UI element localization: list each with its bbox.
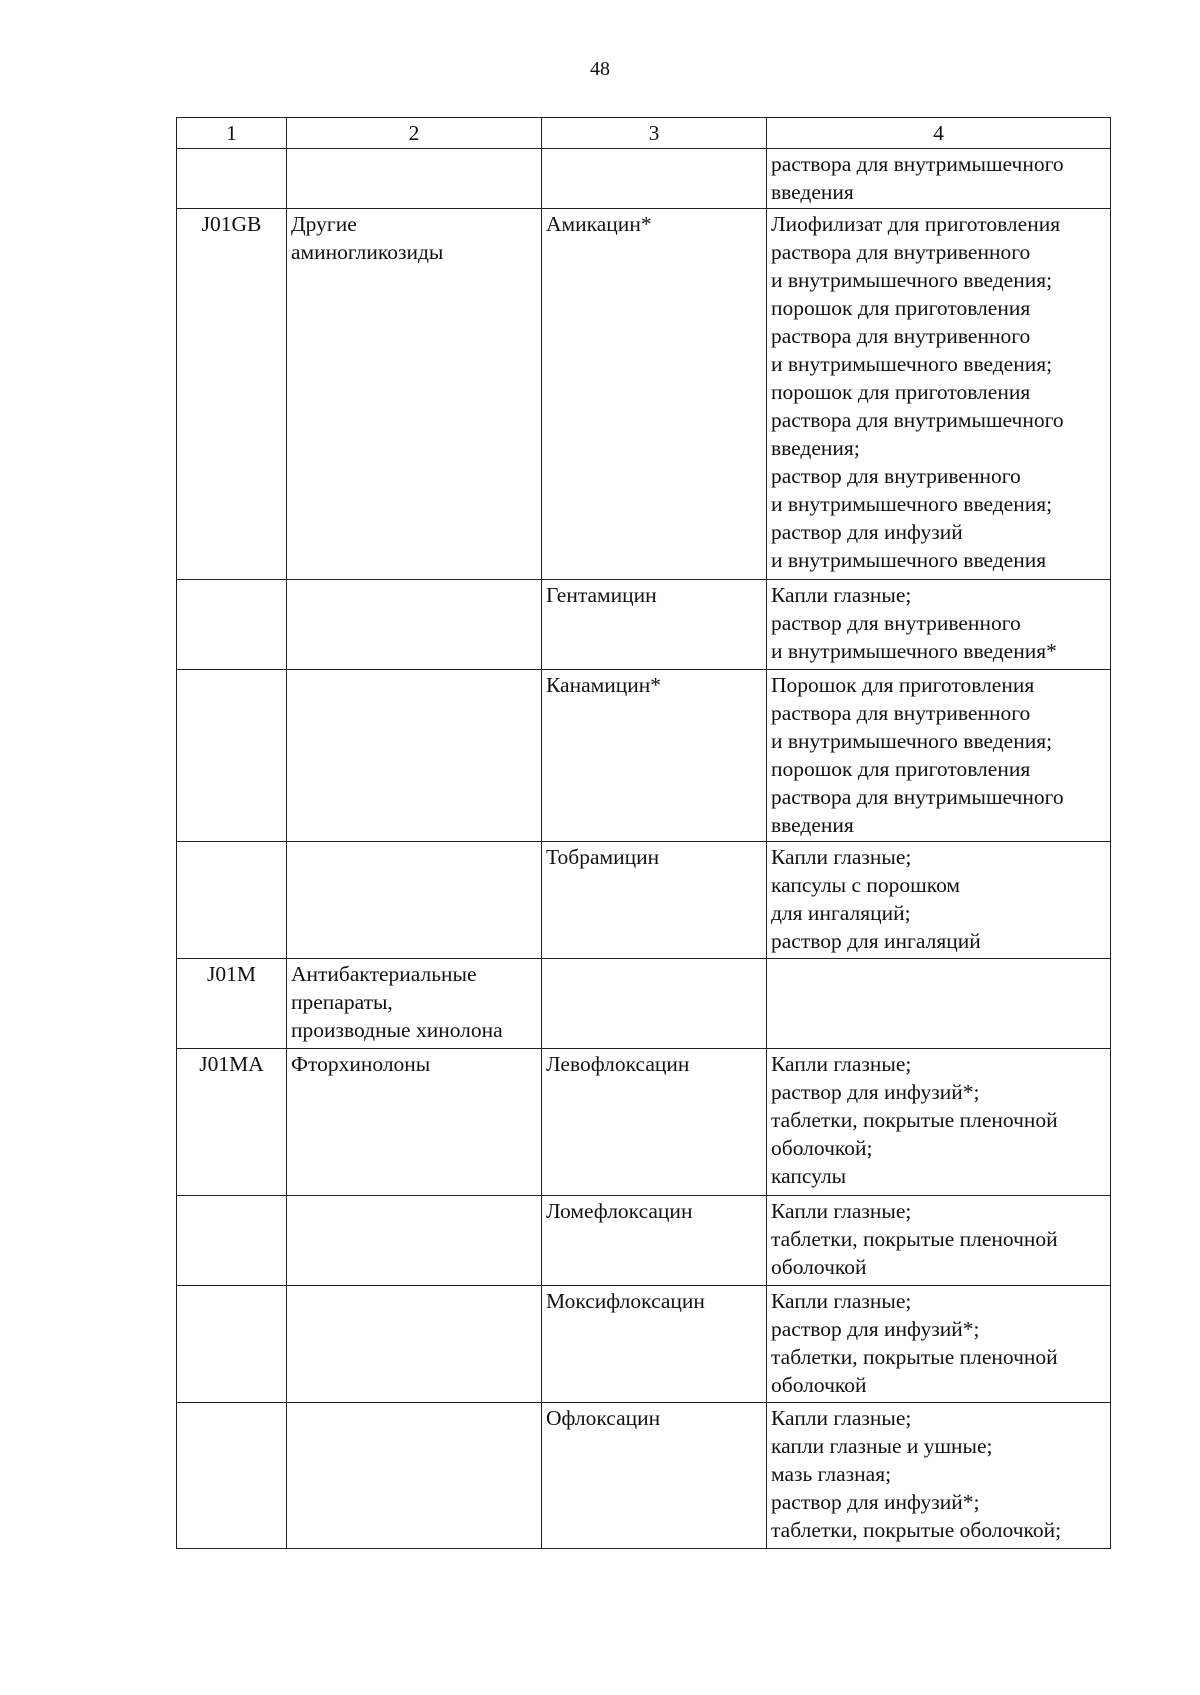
drug-name-cell: Ломефлоксацин xyxy=(542,1196,767,1286)
dosage-form-line: и внутримышечного введения; xyxy=(771,492,1053,516)
dosage-form-line: таблетки, покрытые пленочной xyxy=(771,1345,1058,1369)
column-header-1: 1 xyxy=(177,118,287,149)
dosage-form-line: раствора для внутримышечного xyxy=(771,785,1064,809)
group-name-cell xyxy=(287,1403,542,1549)
group-name-cell xyxy=(287,149,542,209)
atc-code-cell: J01MA xyxy=(177,1049,287,1196)
group-name-cell xyxy=(287,842,542,959)
dosage-form-line: Лиофилизат для приготовления xyxy=(771,212,1061,236)
group-name-line: Фторхинолоны xyxy=(291,1052,431,1076)
dosage-form-line: и внутримышечного введения; xyxy=(771,352,1053,376)
dosage-form-line: введения xyxy=(771,180,854,204)
drug-name-cell: Левофлоксацин xyxy=(542,1049,767,1196)
dosage-form-line: и внутримышечного введения xyxy=(771,548,1047,572)
dosage-form-line: порошок для приготовления xyxy=(771,296,1031,320)
dosage-form-line: раствора для внутримышечного xyxy=(771,152,1064,176)
group-name-line: препараты, xyxy=(291,990,393,1014)
table-row xyxy=(177,1403,1111,1549)
atc-code-cell xyxy=(177,149,287,209)
column-header-2: 2 xyxy=(287,118,542,149)
dosage-form-line: раствор для внутривенного xyxy=(771,464,1021,488)
table-row xyxy=(177,1049,1111,1196)
dosage-forms-cell xyxy=(767,1403,1111,1549)
dosage-form-line: раствора для внутривенного xyxy=(771,701,1031,725)
dosage-forms-cell xyxy=(767,959,1111,1049)
dosage-forms-cell xyxy=(767,670,1111,842)
table-row xyxy=(177,670,1111,842)
drug-table-body xyxy=(177,118,1111,1549)
group-name-cell xyxy=(287,959,542,1049)
dosage-forms-cell xyxy=(767,1196,1111,1286)
dosage-forms-cell xyxy=(767,842,1111,959)
dosage-form-line: раствора для внутривенного xyxy=(771,240,1031,264)
dosage-form-line: раствор для инфузий*; xyxy=(771,1080,980,1104)
dosage-forms-cell xyxy=(767,1286,1111,1403)
drug-name-cell xyxy=(542,959,767,1049)
column-header-4: 4 xyxy=(767,118,1111,149)
group-name-cell xyxy=(287,1196,542,1286)
dosage-form-line: раствора для внутримышечного xyxy=(771,408,1064,432)
dosage-form-line: раствор для инфузий*; xyxy=(771,1317,980,1341)
group-name-cell xyxy=(287,209,542,580)
drug-name-cell: Моксифлоксацин xyxy=(542,1286,767,1403)
atc-code-cell xyxy=(177,1286,287,1403)
dosage-form-line: Капли глазные; xyxy=(771,1199,912,1223)
dosage-form-line: Капли глазные; xyxy=(771,1289,912,1313)
dosage-form-line: для ингаляций; xyxy=(771,901,911,925)
drug-table xyxy=(176,117,1111,1549)
atc-code-cell xyxy=(177,580,287,670)
dosage-form-line: и внутримышечного введения; xyxy=(771,729,1053,753)
dosage-form-line: раствора для внутривенного xyxy=(771,324,1031,348)
dosage-form-line: порошок для приготовления xyxy=(771,380,1031,404)
dosage-form-line: Капли глазные; xyxy=(771,1406,912,1430)
dosage-form-line: оболочкой; xyxy=(771,1136,873,1160)
dosage-form-line: Капли глазные; xyxy=(771,1052,912,1076)
table-row xyxy=(177,209,1111,580)
drug-name-cell xyxy=(542,149,767,209)
atc-code-cell: J01M xyxy=(177,959,287,1049)
dosage-form-line: оболочкой xyxy=(771,1255,867,1279)
dosage-forms-cell xyxy=(767,1049,1111,1196)
dosage-form-line: капли глазные и ушные; xyxy=(771,1434,993,1458)
dosage-form-line: оболочкой xyxy=(771,1373,867,1397)
table-row xyxy=(177,959,1111,1049)
drug-name-cell: Гентамицин xyxy=(542,580,767,670)
table-row xyxy=(177,842,1111,959)
dosage-form-line: Капли глазные; xyxy=(771,583,912,607)
dosage-form-line: раствор для внутривенного xyxy=(771,611,1021,635)
dosage-form-line: и внутримышечного введения; xyxy=(771,268,1053,292)
dosage-forms-cell xyxy=(767,580,1111,670)
table-row xyxy=(177,580,1111,670)
table-row xyxy=(177,149,1111,209)
dosage-form-line: мазь глазная; xyxy=(771,1462,892,1486)
dosage-form-line: раствор для ингаляций xyxy=(771,929,981,953)
table-row xyxy=(177,1286,1111,1403)
dosage-form-line: таблетки, покрытые пленочной xyxy=(771,1108,1058,1132)
drug-name-cell: Амикацин* xyxy=(542,209,767,580)
group-name-cell xyxy=(287,1049,542,1196)
atc-code-cell xyxy=(177,1403,287,1549)
dosage-form-line: таблетки, покрытые пленочной xyxy=(771,1227,1058,1251)
table-header-row xyxy=(177,118,1111,149)
table-row xyxy=(177,1196,1111,1286)
column-header-3: 3 xyxy=(542,118,767,149)
group-name-line: аминогликозиды xyxy=(291,240,444,264)
dosage-forms-cell xyxy=(767,209,1111,580)
group-name-line: Антибактериальные xyxy=(291,962,477,986)
atc-code-cell xyxy=(177,670,287,842)
group-name-cell xyxy=(287,670,542,842)
dosage-form-line: и внутримышечного введения* xyxy=(771,639,1057,663)
dosage-form-line: Порошок для приготовления xyxy=(771,673,1035,697)
group-name-cell xyxy=(287,580,542,670)
group-name-line: производные хинолона xyxy=(291,1018,503,1042)
atc-code-cell xyxy=(177,1196,287,1286)
dosage-forms-cell xyxy=(767,149,1111,209)
drug-name-cell: Тобрамицин xyxy=(542,842,767,959)
dosage-form-line: порошок для приготовления xyxy=(771,757,1031,781)
atc-code-cell xyxy=(177,842,287,959)
group-name-line: Другие xyxy=(291,212,357,236)
dosage-form-line: введения; xyxy=(771,436,860,460)
group-name-cell xyxy=(287,1286,542,1403)
dosage-form-line: капсулы с порошком xyxy=(771,873,961,897)
dosage-form-line: Капли глазные; xyxy=(771,845,912,869)
dosage-form-line: таблетки, покрытые оболочкой; xyxy=(771,1518,1062,1542)
atc-code-cell: J01GB xyxy=(177,209,287,580)
dosage-form-line: раствор для инфузий xyxy=(771,520,963,544)
dosage-form-line: капсулы xyxy=(771,1164,847,1188)
drug-name-cell: Офлоксацин xyxy=(542,1403,767,1549)
dosage-form-line: раствор для инфузий*; xyxy=(771,1490,980,1514)
page-number: 48 xyxy=(590,58,610,80)
drug-name-cell: Канамицин* xyxy=(542,670,767,842)
dosage-form-line: введения xyxy=(771,813,854,837)
